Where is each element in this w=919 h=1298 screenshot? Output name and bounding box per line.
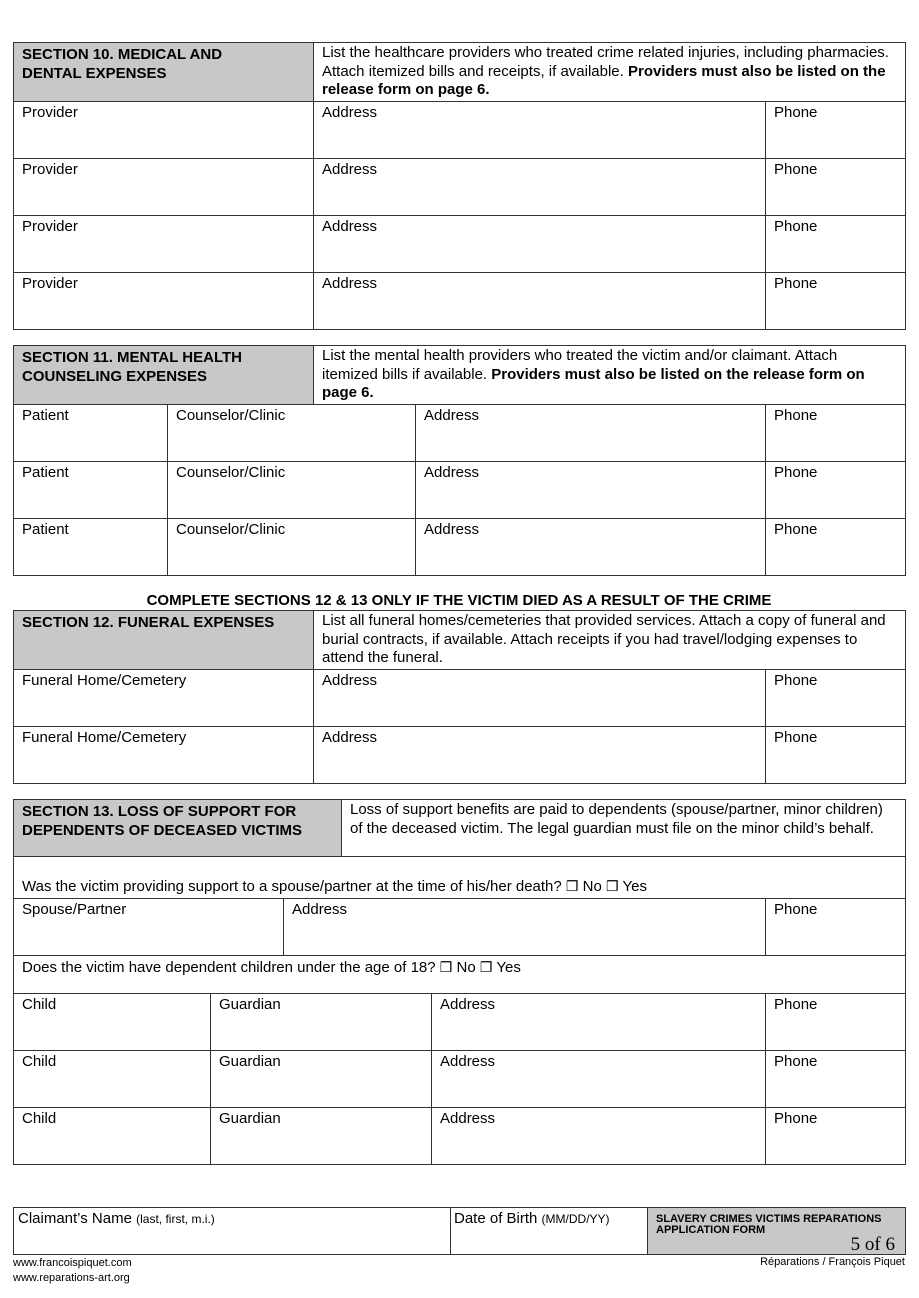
phone-field[interactable] — [766, 994, 906, 1051]
address-field[interactable] — [314, 669, 766, 726]
funeral-home-label: Funeral Home/Cemetery — [22, 728, 187, 746]
counselor-label: Counselor/Clinic — [176, 463, 286, 481]
section-10-description — [314, 43, 906, 102]
guardian-field[interactable] — [211, 994, 432, 1051]
phone-field[interactable] — [766, 215, 906, 272]
phone-label: Phone — [774, 217, 818, 235]
funeral-row — [14, 726, 906, 783]
section-11-desc-bold: Providers must also be listed on the release form on page 6. — [322, 365, 865, 401]
section-11-title-line1: SECTION 11. MENTAL HEALTH — [22, 349, 243, 366]
provider-label: Provider — [22, 274, 78, 292]
phone-field[interactable] — [766, 518, 906, 575]
phone-label: Phone — [774, 406, 818, 424]
footer-links — [13, 1256, 132, 1286]
counselor-field[interactable] — [168, 461, 416, 518]
child-label: Child — [22, 1110, 57, 1127]
address-label: Address — [424, 520, 480, 538]
provider-row — [14, 272, 906, 329]
spouse-label: Spouse/Partner — [22, 901, 127, 918]
address-label: Address — [292, 901, 348, 918]
address-field[interactable] — [314, 272, 766, 329]
section-11 — [13, 345, 905, 576]
address-label: Address — [322, 728, 378, 746]
funeral-home-label: Funeral Home/Cemetery — [22, 671, 187, 689]
phone-field[interactable] — [766, 101, 906, 158]
spouse-no-label: No — [582, 878, 602, 895]
phone-field[interactable] — [766, 669, 906, 726]
section-10-desc-bold: Providers must also be listed on the release form on page 6. — [322, 62, 886, 98]
address-field[interactable] — [314, 101, 766, 158]
counseling-row — [14, 518, 906, 575]
children-yes-label: Yes — [496, 959, 521, 976]
address-field[interactable] — [284, 899, 766, 956]
spouse-field[interactable] — [14, 899, 284, 956]
address-field[interactable] — [416, 518, 766, 575]
address-field[interactable] — [432, 1051, 766, 1108]
address-field[interactable] — [432, 1108, 766, 1165]
provider-field[interactable] — [14, 158, 314, 215]
address-label: Address — [440, 996, 496, 1013]
guardian-label: Guardian — [219, 996, 281, 1013]
address-label: Address — [322, 274, 378, 292]
counseling-row — [14, 404, 906, 461]
section-12 — [13, 610, 905, 784]
section-13-title-line2: DEPENDENTS OF DECEASED VICTIMS — [22, 822, 303, 839]
phone-label: Phone — [774, 728, 818, 746]
section-10-desc-text: List the healthcare providers who treated crime related injuries, including pharmacies. Attach itemized bills and receipts, if available. — [322, 44, 889, 80]
phone-label: Phone — [774, 160, 818, 178]
address-field[interactable] — [314, 726, 766, 783]
spouse-yes-label: Yes — [622, 878, 647, 895]
counselor-label: Counselor/Clinic — [176, 520, 286, 538]
claimant-name-hint: (last, first, m.i.) — [136, 1212, 215, 1226]
guardian-label: Guardian — [219, 1110, 281, 1127]
phone-field[interactable] — [766, 404, 906, 461]
funeral-home-field[interactable] — [14, 669, 314, 726]
provider-label: Provider — [22, 160, 78, 178]
section-11-desc-text: List the mental health providers who treated the victim and/or claimant. Attach itemized bills if available. — [322, 347, 838, 383]
address-field[interactable] — [432, 994, 766, 1051]
child-field[interactable] — [14, 1108, 211, 1165]
provider-row — [14, 158, 906, 215]
website-link-francoispiquet[interactable]: www.francoispiquet.com — [13, 1257, 132, 1269]
section-10-title-line2: DENTAL EXPENSES — [22, 65, 167, 82]
guardian-field[interactable] — [211, 1108, 432, 1165]
address-field[interactable] — [416, 461, 766, 518]
date-of-birth-label: Date of Birth — [454, 1210, 538, 1227]
section-13-title-line1: SECTION 13. LOSS OF SUPPORT FOR — [22, 803, 297, 820]
address-label: Address — [424, 406, 480, 424]
address-field[interactable] — [314, 215, 766, 272]
spouse-question-text: Was the victim providing support to a spouse/partner at the time of his/her death? — [22, 878, 562, 895]
address-field[interactable] — [416, 404, 766, 461]
counselor-label: Counselor/Clinic — [176, 406, 286, 424]
child-row — [14, 1108, 906, 1165]
child-field[interactable] — [14, 994, 211, 1051]
section-10-title — [14, 43, 314, 102]
claimant-name-field[interactable] — [14, 1208, 451, 1255]
patient-field[interactable] — [14, 404, 168, 461]
date-of-birth-hint: (MM/DD/YY) — [541, 1212, 610, 1226]
phone-label: Phone — [774, 274, 818, 292]
claimant-footer — [13, 1207, 905, 1255]
guardian-label: Guardian — [219, 1053, 281, 1070]
page-number: 5 of 6 — [850, 1234, 895, 1255]
phone-label: Phone — [774, 996, 818, 1013]
form-title-line2: APPLICATION FORM — [656, 1224, 766, 1236]
children-question — [14, 956, 906, 994]
address-label: Address — [322, 671, 378, 689]
section-10 — [13, 42, 905, 330]
address-label: Address — [322, 160, 378, 178]
claimant-name-label: Claimant’s Name — [18, 1210, 132, 1227]
provider-field[interactable] — [14, 101, 314, 158]
counseling-row — [14, 461, 906, 518]
patient-label: Patient — [22, 406, 69, 424]
sections-12-13-notice: COMPLETE SECTIONS 12 & 13 ONLY IF THE VICTIM DIED AS A RESULT OF THE CRIME — [146, 592, 772, 609]
phone-field[interactable] — [766, 1051, 906, 1108]
section-11-title-line2: COUNSELING EXPENSES — [22, 368, 208, 385]
website-link-reparations-art[interactable]: www.reparations-art.org — [13, 1272, 130, 1284]
address-label: Address — [322, 103, 378, 121]
spouse-row — [14, 899, 906, 956]
phone-field[interactable] — [766, 461, 906, 518]
guardian-field[interactable] — [211, 1051, 432, 1108]
section-12-title-text: SECTION 12. FUNERAL EXPENSES — [22, 614, 275, 631]
phone-label: Phone — [774, 1110, 818, 1127]
patient-field[interactable] — [14, 518, 168, 575]
child-row — [14, 994, 906, 1051]
phone-label: Phone — [774, 520, 818, 538]
date-of-birth-field[interactable] — [451, 1208, 648, 1255]
provider-field[interactable] — [14, 215, 314, 272]
phone-label: Phone — [774, 103, 818, 121]
phone-field[interactable] — [766, 1108, 906, 1165]
form-title-line1: SLAVERY CRIMES VICTIMS REPARATIONS — [656, 1213, 882, 1225]
provider-field[interactable] — [14, 272, 314, 329]
phone-label: Phone — [774, 1053, 818, 1070]
provider-label: Provider — [22, 103, 78, 121]
section-10-title-line1: SECTION 10. MEDICAL AND — [22, 46, 223, 63]
children-no-checkbox[interactable]: ❒ — [439, 959, 453, 975]
spouse-yes-checkbox[interactable]: ❒ — [606, 878, 619, 894]
spouse-support-question — [14, 857, 906, 899]
counselor-field[interactable] — [168, 404, 416, 461]
phone-label: Phone — [774, 901, 818, 918]
patient-field[interactable] — [14, 461, 168, 518]
funeral-home-field[interactable] — [14, 726, 314, 783]
address-label: Address — [322, 217, 378, 235]
section-13-description: Loss of support benefits are paid to dependents (spouse/partner, minor children) of the deceased victim. The legal guardian must file on the minor child’s behalf. — [342, 800, 906, 857]
address-label: Address — [440, 1110, 496, 1127]
patient-label: Patient — [22, 520, 69, 538]
phone-label: Phone — [774, 463, 818, 481]
phone-field[interactable] — [766, 158, 906, 215]
child-row — [14, 1051, 906, 1108]
phone-label: Phone — [774, 671, 818, 689]
address-label: Address — [440, 1053, 496, 1070]
patient-label: Patient — [22, 463, 69, 481]
child-field[interactable] — [14, 1051, 211, 1108]
section-13-title — [14, 800, 342, 857]
counselor-field[interactable] — [168, 518, 416, 575]
children-yes-checkbox[interactable]: ❒ — [479, 959, 493, 975]
child-label: Child — [22, 1053, 57, 1070]
phone-field[interactable] — [766, 272, 906, 329]
section-13 — [13, 799, 905, 1165]
address-label: Address — [424, 463, 480, 481]
section-11-title — [14, 346, 314, 405]
form-title-box — [648, 1208, 906, 1255]
footer-credit: Réparations / François Piquet — [760, 1256, 905, 1268]
funeral-row — [14, 669, 906, 726]
children-no-label: No — [456, 959, 476, 976]
section-11-description — [314, 346, 906, 405]
child-label: Child — [22, 996, 57, 1013]
provider-row — [14, 215, 906, 272]
section-12-title — [14, 611, 314, 670]
phone-field[interactable] — [766, 726, 906, 783]
address-field[interactable] — [314, 158, 766, 215]
provider-row — [14, 101, 906, 158]
children-question-text: Does the victim have dependent children under the age of 18? — [22, 959, 436, 976]
phone-field[interactable] — [766, 899, 906, 956]
section-12-description: List all funeral homes/cemeteries that provided services. Attach a copy of funeral and burial contracts, if available. Attach receipts if you had travel/lodging expenses to attend the funeral. — [314, 611, 906, 670]
spouse-no-checkbox[interactable]: ❒ — [565, 878, 579, 894]
provider-label: Provider — [22, 217, 78, 235]
